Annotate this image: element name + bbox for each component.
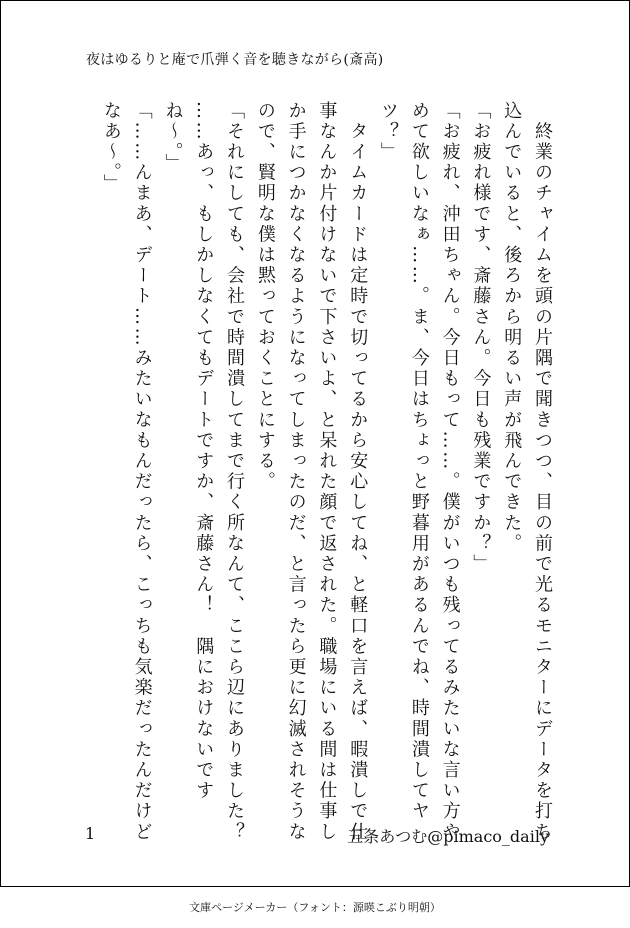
page-number: 1 xyxy=(85,824,96,843)
text-column: なあ〜。」 xyxy=(100,101,122,195)
text-column: ね〜。」 xyxy=(162,101,184,175)
author-credit: 五条あつむ@pimaco_daily xyxy=(347,827,549,846)
text-column: ……あっ、もしかしなくてもデートですか、斎藤さん！ 隅におけないです xyxy=(193,101,215,802)
text-column: ので、賢明な僕は黙っておくことにする。 xyxy=(254,101,276,493)
text-column: 「……んまあ、デート……みたいなもんだったら、こっちも気楽だったんだけど xyxy=(131,101,153,843)
text-column: めて欲しいなぁ……。ま、今日はちょっと野暮用があるんでね、時間潰してヤ xyxy=(408,101,430,822)
text-column: ツ？」 xyxy=(378,101,400,163)
text-column: 「お疲れ、沖田ちゃん。今日もって……。僕がいつも残ってるみたいな言い方や xyxy=(439,101,461,843)
text-column: 事なんか片付けないで下さいよ、と呆れた顔で返された。職場にいる間は仕事し xyxy=(316,101,338,843)
page-title: 夜はゆるりと庵で爪弾く音を聴きながら(斎高) xyxy=(86,52,384,68)
text-column: 「それにしても、会社で時間潰してまで行く所なんて、ここら辺にありました？ xyxy=(224,101,246,843)
text-column: か手につかなくなるようになってしまったのだ、と言ったら更に幻滅されそうな xyxy=(285,101,307,843)
text-column: 込んでいると、後ろから明るい声が飛んできた。 xyxy=(501,101,523,555)
text-column: 「お疲れ様です、斎藤さん。今日も残業ですか？」 xyxy=(470,101,492,575)
text-column: タイムカードは定時で切ってるから安心してね、と軽口を言えば、暇潰しで仕 xyxy=(347,101,369,843)
text-column: 終業のチャイムを頭の片隅で聞きつつ、目の前で光るモニターにデータを打ち xyxy=(532,101,553,843)
app-credit: 文庫ページメーカー（フォント：源暎こぶり明朝） xyxy=(189,901,441,914)
